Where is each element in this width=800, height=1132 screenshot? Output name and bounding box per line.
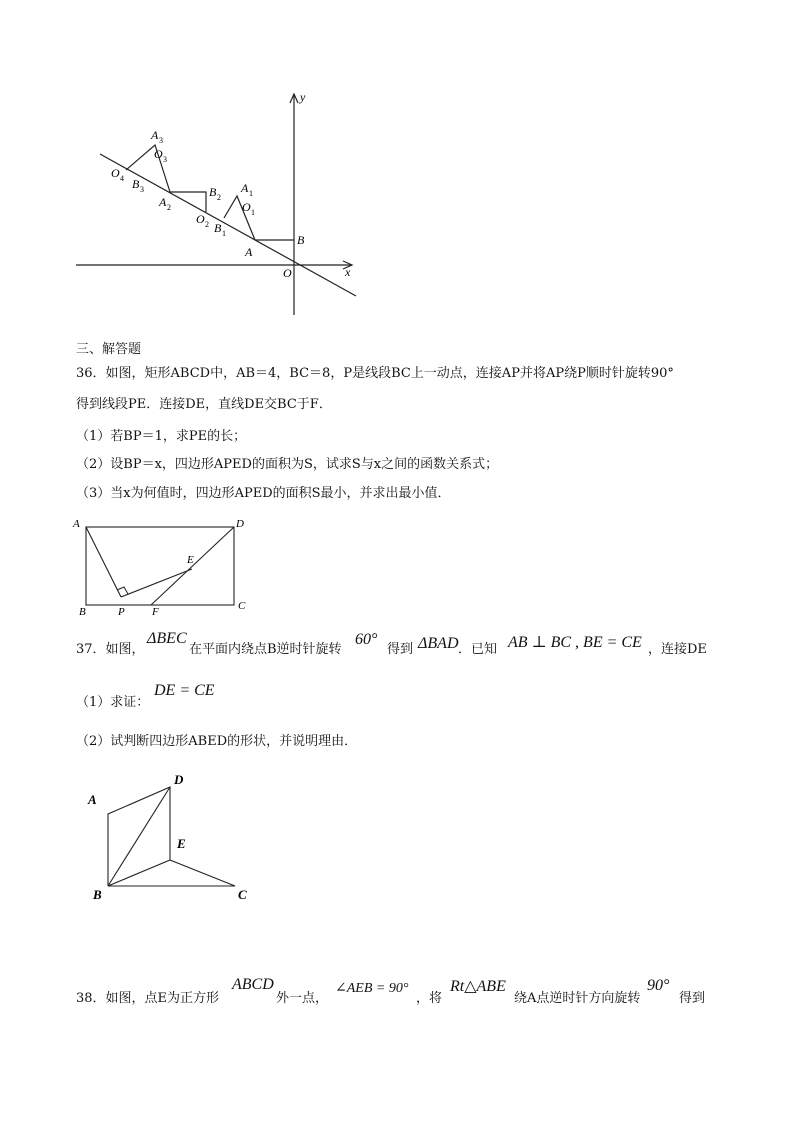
q36-sub3: （3）当x为何值时，四边形APED的面积S最小，并求出最小值．: [76, 486, 451, 501]
label-o1-sub: 1: [251, 208, 255, 217]
q37-prefix: 37．如图，: [76, 642, 145, 657]
section-heading: 三、解答题: [76, 342, 142, 357]
q37-text-get: 得到: [387, 642, 414, 657]
rectangle-abcd: [86, 527, 234, 605]
label-b1: B: [214, 221, 222, 235]
q36-label-d: D: [236, 518, 244, 530]
q36-label-c: C: [238, 600, 246, 612]
q37-label-a: A: [88, 792, 97, 807]
q37-math-60: 60°: [355, 631, 378, 648]
label-o4: O: [111, 166, 120, 180]
label-a1: A: [241, 181, 249, 195]
segment-pe: [121, 569, 192, 597]
label-b: B: [297, 233, 305, 247]
label-a2: A: [159, 195, 167, 209]
q36-label-f: F: [152, 606, 159, 618]
q38-text-get: 得到: [679, 991, 706, 1006]
figure-outline: [108, 787, 235, 886]
label-o1: O: [242, 200, 251, 214]
q38-math-90: 90°: [647, 977, 670, 994]
q38-prefix: 38．如图，点E为正方形: [76, 991, 220, 1006]
slanted-line: [100, 154, 356, 296]
segment-ap: [86, 527, 121, 597]
q37-text-connect: ，连接DE: [648, 642, 707, 657]
segment-bd: [108, 787, 170, 886]
q36-sub2: （2）设BP＝x，四边形APED的面积为S，试求S与x之间的函数关系式；: [76, 457, 499, 472]
label-a: A: [245, 245, 253, 259]
q36-label-e: E: [187, 554, 194, 566]
label-o3-sub: 3: [163, 155, 167, 164]
step-b2: [170, 192, 206, 212]
axis-x-label: x: [345, 265, 351, 279]
q38-text-outside: 外一点，: [276, 991, 329, 1006]
axis-y-label: y: [300, 90, 306, 104]
label-a3-sub: 3: [159, 136, 163, 145]
q36-line2: 得到线段PE．连接DE，直线DE交BC于F．: [76, 397, 332, 412]
q37-sub2: （2）试判断四边形ABED的形状，并说明理由．: [76, 734, 358, 749]
coordinate-figure: [0, 0, 800, 330]
q37-label-d: D: [174, 772, 184, 787]
label-a1-sub: 1: [249, 189, 253, 198]
q37-label-b: B: [93, 887, 102, 902]
label-a3: A: [151, 128, 159, 142]
label-b1-sub: 1: [222, 229, 226, 238]
q37-sub1-math: DE = CE: [154, 682, 215, 699]
label-b3: B: [132, 177, 140, 191]
label-o4-sub: 4: [120, 174, 124, 183]
q36-figure: [0, 505, 800, 620]
q38-math-rt: Rt△ABE: [450, 978, 506, 995]
q36-label-p: P: [118, 606, 125, 618]
segment-df: [151, 527, 234, 605]
q37-sub1-prefix: （1）求证：: [76, 695, 150, 710]
q37-label-c: C: [238, 887, 247, 902]
q37-figure: [0, 765, 800, 905]
label-o2-sub: 2: [205, 220, 209, 229]
segment-be: [108, 860, 170, 886]
label-a2-sub: 2: [167, 203, 171, 212]
q36-line1: 36．如图，矩形ABCD中，AB＝4，BC＝8，P是线段BC上一动点，连接AP并将AP绕P顺时针旋转90°: [76, 366, 674, 381]
label-b2-sub: 2: [217, 193, 221, 202]
label-b3-sub: 3: [140, 185, 144, 194]
q37-text-known: ．已知: [458, 642, 498, 657]
label-o3: O: [154, 147, 163, 161]
q37-text-rotate: 在平面内绕点B逆时针旋转: [189, 642, 342, 657]
q38-text-rotate: 绕A点逆时针方向旋转: [514, 991, 641, 1006]
q37-label-e: E: [177, 836, 186, 851]
q36-label-a: A: [73, 518, 80, 530]
q38-text-jiang: ，将: [416, 991, 443, 1006]
q37-math-condition: AB ⊥ BC , BE = CE: [508, 634, 642, 651]
q38-math-abcd: ABCD: [232, 976, 274, 993]
q37-math-bec: ΔBEC: [147, 630, 187, 647]
label-origin: O: [283, 266, 292, 280]
q38-math-angle: ∠AEB = 90°: [335, 981, 409, 996]
label-b2: B: [209, 185, 217, 199]
q36-label-b: B: [79, 606, 86, 618]
label-o2: O: [196, 212, 205, 226]
q37-math-bad: ΔBAD: [418, 635, 459, 652]
q36-sub1: （1）若BP＝1，求PE的长；: [76, 429, 247, 444]
